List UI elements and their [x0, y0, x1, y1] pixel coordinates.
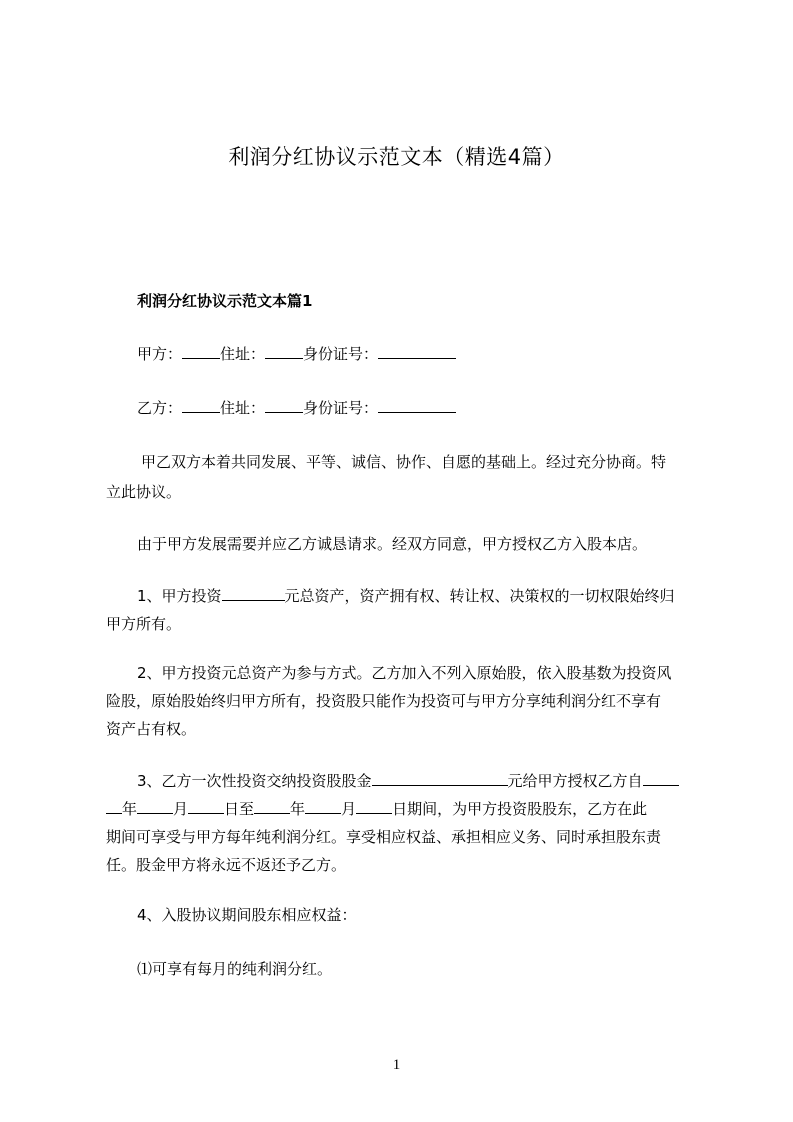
clause-3-line3: 期间可享受与甲方每年纯利润分红。享受相应权益、承担相应义务、同时承担股东责	[106, 828, 662, 846]
party-b-address-label: 住址：	[220, 399, 266, 417]
party-a-id-label: 身份证号：	[303, 345, 379, 363]
party-b-label: 乙方：	[137, 399, 183, 417]
clause-2-line2: 险股，原始股始终归甲方所有，投资股只能作为投资可与甲方分享纯利润分红不享有	[106, 692, 662, 710]
clause-3-end-year-blank	[254, 799, 290, 814]
clause-3-prefix: 3、乙方一次性投资交纳投资股股金	[137, 772, 372, 790]
clause-3-year1: 年	[122, 800, 138, 818]
clause-3-mid: 元给甲方授权乙方自	[507, 772, 643, 790]
party-a-label: 甲方：	[137, 345, 183, 363]
clause-1-line2: 甲方所有。	[106, 615, 182, 633]
clause-3-day2: 日期间，为甲方投资股股东，乙方在此	[392, 800, 648, 818]
clause-3-start-year-blank-b	[106, 799, 122, 814]
clause-3-end-month-blank	[305, 799, 341, 814]
clause-3-day1: 日至	[224, 800, 255, 818]
clause-1-amount-blank	[222, 586, 285, 601]
clause-2-line1: 2、甲方投资元总资产为参与方式。乙方加入不列入原始股，依入股基数为投资风	[137, 664, 672, 682]
clause-3-end-day-blank	[356, 799, 392, 814]
clause-4: 4、入股协议期间股东相应权益：	[137, 906, 357, 924]
party-a-line	[137, 344, 456, 364]
clause-3-start-month-blank	[137, 799, 173, 814]
intro-paragraph-line2: 立此协议。	[106, 483, 182, 501]
party-a-id-blank	[378, 344, 456, 359]
party-a-address-blank	[265, 344, 303, 359]
intro-paragraph-line1: 甲乙双方本着共同发展、平等、诚信、协作、自愿的基础上。经过充分协商。特	[141, 453, 667, 471]
clause-4-item-1: ⑴可享有每月的纯利润分红。	[137, 960, 333, 978]
party-b-line	[137, 398, 456, 418]
document-title: 利润分红协议示范文本（精选4篇）	[228, 145, 565, 169]
clause-2-line3: 资产占有权。	[106, 720, 197, 738]
clause-3-year2: 年	[290, 800, 306, 818]
clause-3-amount-blank	[372, 771, 508, 786]
clause-3-line4: 任。股金甲方将永远不返还予乙方。	[106, 856, 347, 874]
party-b-name-blank	[182, 398, 220, 413]
party-b-id-label: 身份证号：	[303, 399, 379, 417]
purpose-paragraph: 由于甲方发展需要并应乙方诚恳请求。经双方同意，甲方授权乙方入股本店。	[137, 535, 648, 553]
clause-3-start-year-blank-a	[643, 771, 679, 786]
party-b-id-blank	[378, 398, 456, 413]
clause-3-month2: 月	[341, 800, 357, 818]
clause-1-line1	[137, 586, 675, 606]
clause-3-line1	[137, 771, 679, 791]
party-a-address-label: 住址：	[220, 345, 266, 363]
clause-1-prefix: 1、甲方投资	[137, 587, 222, 605]
page-number: 1	[392, 1057, 401, 1073]
clause-1-suffix: 元总资产，资产拥有权、转让权、决策权的一切权限始终归	[284, 587, 675, 605]
section-heading: 利润分红协议示范文本篇1	[137, 292, 313, 310]
clause-3-line2	[106, 799, 647, 819]
party-a-name-blank	[182, 344, 220, 359]
clause-3-start-day-blank	[188, 799, 224, 814]
party-b-address-blank	[265, 398, 303, 413]
clause-3-month1: 月	[173, 800, 189, 818]
